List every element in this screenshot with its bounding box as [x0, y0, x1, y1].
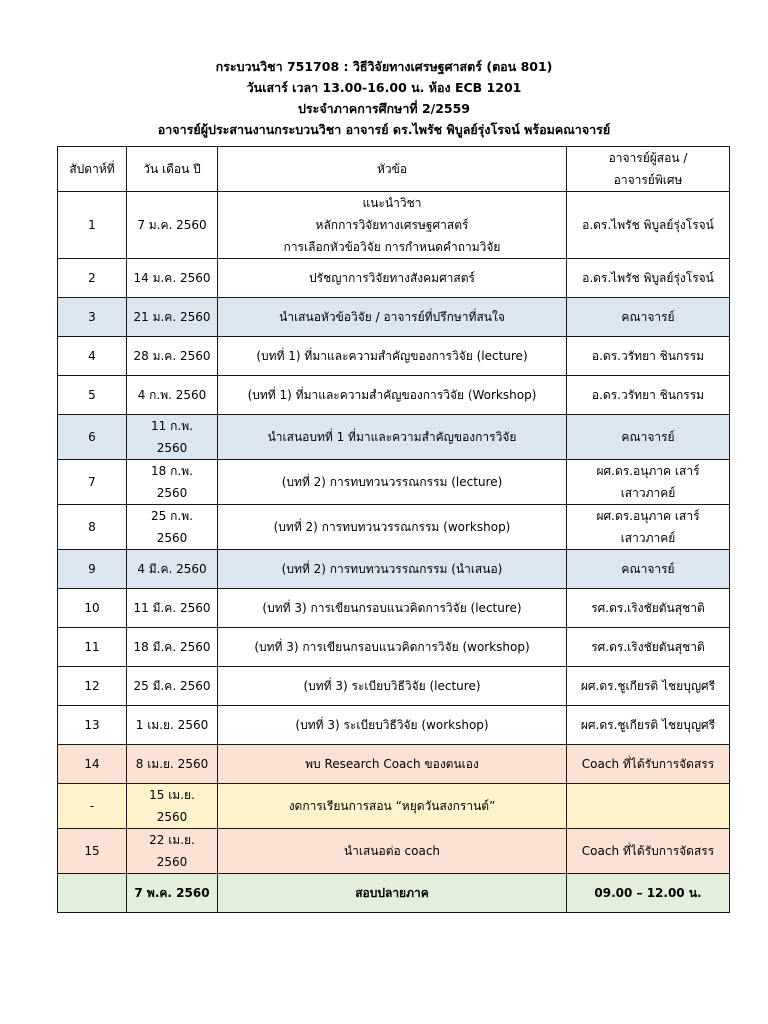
cell-date-line: 15 เม.ย. [149, 788, 195, 802]
table-row [58, 706, 730, 745]
cell-instructor [567, 192, 730, 259]
cell-topic-line: แนะนำวิชา [362, 196, 422, 210]
cell-instructor [567, 415, 730, 460]
header-instructor [567, 147, 730, 192]
cell-instructor [567, 829, 730, 874]
cell-date [127, 460, 218, 505]
cell-week: 3 [58, 298, 127, 337]
cell-date [127, 784, 218, 829]
cell-instructor-line: อ.ดร.วรัทยา ชินกรรม [591, 388, 705, 402]
table-row [58, 589, 730, 628]
cell-date [127, 298, 218, 337]
cell-instructor-line: เสาวภาคย์ [620, 486, 676, 500]
schedule-rows [58, 192, 730, 913]
cell-date-line: 7 พ.ค. 2560 [134, 886, 210, 900]
cell-instructor-line: คณาจารย์ [621, 310, 675, 324]
cell-instructor-line: ผศ.ดร.ชูเกียรติ ไชยบุญศรี [580, 718, 716, 732]
cell-date [127, 628, 218, 667]
cell-week: 11 [58, 628, 127, 667]
cell-date-line: 7 ม.ค. 2560 [137, 218, 207, 232]
header-date: วัน เดือน ปี [127, 147, 218, 192]
cell-week [58, 874, 127, 913]
table-row [58, 667, 730, 706]
header-instructor-line2: อาจารย์พิเศษ [613, 173, 683, 187]
cell-instructor [567, 259, 730, 298]
cell-topic [218, 460, 567, 505]
cell-week: 12 [58, 667, 127, 706]
cell-date [127, 415, 218, 460]
table-row [58, 784, 730, 829]
cell-week: 2 [58, 259, 127, 298]
cell-date-line: 11 ก.พ. [151, 419, 193, 433]
table-row [58, 259, 730, 298]
cell-topic-line: นำเสนอบทที่ 1 ที่มาและความสำคัญของการวิจัย [267, 430, 517, 444]
cell-date [127, 874, 218, 913]
cell-instructor [567, 550, 730, 589]
cell-date [127, 376, 218, 415]
cell-date-line: 22 เม.ย. [149, 833, 195, 847]
table-row [58, 460, 730, 505]
cell-instructor [567, 874, 730, 913]
cell-topic [218, 298, 567, 337]
cell-topic-line: การเลือกหัวข้อวิจัย การกำหนดคำถามวิจัย [283, 240, 501, 254]
cell-week: 4 [58, 337, 127, 376]
cell-instructor-line: Coach ที่ได้รับการจัดสรร [581, 757, 715, 771]
cell-date [127, 337, 218, 376]
cell-date [127, 667, 218, 706]
cell-date-line: 2560 [156, 855, 188, 869]
table-row [58, 376, 730, 415]
cell-topic [218, 259, 567, 298]
header-topic: หัวข้อ [218, 147, 567, 192]
cell-instructor-line: 09.00 – 12.00 น. [594, 886, 702, 900]
table-row [58, 874, 730, 913]
cell-date-line: 8 เม.ย. 2560 [135, 757, 209, 771]
cell-topic-line: (บทที่ 1) ที่มาและความสำคัญของการวิจัย (lecture) [256, 349, 528, 363]
cell-week: - [58, 784, 127, 829]
cell-date-line: 2560 [156, 531, 188, 545]
cell-instructor-line: ผศ.ดร.อนุภาค เสาร์ [596, 509, 700, 523]
cell-topic-line: (บทที่ 3) ระเบียบวิธีวิจัย (workshop) [295, 718, 489, 732]
cell-topic [218, 337, 567, 376]
cell-week: 9 [58, 550, 127, 589]
cell-instructor [567, 745, 730, 784]
cell-date [127, 706, 218, 745]
cell-date-line: 1 เม.ย. 2560 [135, 718, 209, 732]
cell-date-line: 2560 [156, 486, 188, 500]
cell-instructor [567, 376, 730, 415]
cell-date [127, 505, 218, 550]
cell-instructor [567, 460, 730, 505]
cell-topic [218, 628, 567, 667]
cell-date-line: 21 ม.ค. 2560 [133, 310, 211, 324]
table-row [58, 745, 730, 784]
cell-date-line: 2560 [156, 441, 188, 455]
cell-date [127, 589, 218, 628]
cell-week: 8 [58, 505, 127, 550]
cell-date [127, 550, 218, 589]
cell-topic [218, 874, 567, 913]
cell-date-line: 25 ก.พ. [151, 509, 193, 523]
cell-instructor [567, 337, 730, 376]
cell-date-line: 4 ก.พ. 2560 [137, 388, 207, 402]
cell-topic-line: สอบปลายภาค [355, 886, 429, 900]
cell-instructor-line: รศ.ดร.เริงชัยตันสุชาติ [591, 601, 705, 615]
cell-week: 13 [58, 706, 127, 745]
cell-topic [218, 376, 567, 415]
cell-date-line: 4 มี.ค. 2560 [137, 562, 207, 576]
cell-topic [218, 667, 567, 706]
cell-instructor [567, 589, 730, 628]
cell-topic-line: (บทที่ 3) ระเบียบวิธีวิจัย (lecture) [303, 679, 481, 693]
cell-instructor-line: อ.ดร.ไพรัช พิบูลย์รุ่งโรจน์ [582, 218, 714, 232]
cell-date-line: 28 ม.ค. 2560 [133, 349, 211, 363]
cell-date-line: 25 มี.ค. 2560 [133, 679, 211, 693]
cell-week: 15 [58, 829, 127, 874]
cell-topic-line: นำเสนอต่อ coach [343, 844, 441, 858]
cell-week: 1 [58, 192, 127, 259]
cell-date [127, 829, 218, 874]
cell-instructor [567, 505, 730, 550]
cell-topic [218, 706, 567, 745]
cell-date [127, 192, 218, 259]
cell-topic [218, 784, 567, 829]
cell-topic-line: พบ Research Coach ของตนเอง [305, 757, 479, 771]
cell-topic [218, 589, 567, 628]
table-row [58, 337, 730, 376]
cell-week: 7 [58, 460, 127, 505]
cell-topic-line: (บทที่ 2) การทบทวนวรรณกรรม (workshop) [273, 520, 511, 534]
cell-topic-line: (บทที่ 3) การเขียนกรอบแนวคิดการวิจัย (lecture) [262, 601, 522, 615]
cell-instructor-line: อ.ดร.วรัทยา ชินกรรม [591, 349, 705, 363]
cell-week: 5 [58, 376, 127, 415]
course-title: กระบวนวิชา 751708 : วิธีวิจัยทางเศรษฐศาสตร์ (ตอน 801) [215, 59, 553, 74]
table-row [58, 298, 730, 337]
table-row [58, 829, 730, 874]
cell-topic-line: (บทที่ 1) ที่มาและความสำคัญของการวิจัย (Workshop) [247, 388, 537, 402]
cell-topic [218, 505, 567, 550]
cell-instructor-line: เสาวภาคย์ [620, 531, 676, 545]
class-time-room: วันเสาร์ เวลา 13.00-16.00 น. ห้อง ECB 1201 [246, 80, 522, 95]
cell-date-line: 14 ม.ค. 2560 [133, 271, 211, 285]
cell-topic-line: งดการเรียนการสอน “หยุดวันสงกรานต์” [288, 799, 496, 813]
table-row [58, 415, 730, 460]
table-header-row [58, 147, 730, 192]
cell-instructor-line: Coach ที่ได้รับการจัดสรร [581, 844, 715, 858]
semester: ประจำภาคการศึกษาที่ 2/2559 [297, 101, 471, 116]
cell-topic-line: (บทที่ 2) การทบทวนวรรณกรรม (นำเสนอ) [281, 562, 503, 576]
cell-week: 14 [58, 745, 127, 784]
table-row [58, 192, 730, 259]
cell-topic [218, 829, 567, 874]
cell-instructor-line: ผศ.ดร.อนุภาค เสาร์ [596, 464, 700, 478]
table-row [58, 628, 730, 667]
cell-topic [218, 192, 567, 259]
cell-instructor-line: คณาจารย์ [621, 562, 675, 576]
cell-topic-line: ปรัชญาการวิจัยทางสังคมศาสตร์ [309, 271, 475, 285]
header-instructor-line1: อาจารย์ผู้สอน / [608, 151, 688, 165]
cell-instructor [567, 298, 730, 337]
cell-topic-line: (บทที่ 2) การทบทวนวรรณกรรม (lecture) [281, 475, 503, 489]
cell-topic-line: หลักการวิจัยทางเศรษฐศาสตร์ [315, 218, 469, 232]
cell-instructor-line: รศ.ดร.เริงชัยตันสุชาติ [591, 640, 705, 654]
cell-topic [218, 415, 567, 460]
cell-instructor [567, 667, 730, 706]
cell-date-line: 18 ก.พ. [151, 464, 193, 478]
cell-instructor-line: อ.ดร.ไพรัช พิบูลย์รุ่งโรจน์ [582, 271, 714, 285]
coordinator: อาจารย์ผู้ประสานงานกระบวนวิชา อาจารย์ ดร.ไพรัช พิบูลย์รุ่งโรจน์ พร้อมคณาจารย์ [157, 122, 611, 137]
cell-date [127, 259, 218, 298]
cell-date [127, 745, 218, 784]
cell-instructor [567, 628, 730, 667]
cell-instructor [567, 706, 730, 745]
cell-week: 10 [58, 589, 127, 628]
cell-instructor-line: คณาจารย์ [621, 430, 675, 444]
cell-topic [218, 550, 567, 589]
cell-topic-line: (บทที่ 3) การเขียนกรอบแนวคิดการวิจัย (workshop) [254, 640, 530, 654]
cell-topic-line: นำเสนอหัวข้อวิจัย / อาจารย์ที่ปรึกษาที่สนใจ [279, 310, 505, 324]
table-row [58, 505, 730, 550]
header-week: สัปดาห์ที่ [58, 147, 127, 192]
cell-week: 6 [58, 415, 127, 460]
cell-date-line: 2560 [156, 810, 188, 824]
cell-topic [218, 745, 567, 784]
schedule-table [57, 146, 730, 913]
cell-date-line: 18 มี.ค. 2560 [133, 640, 211, 654]
cell-instructor [567, 784, 730, 829]
document-header [0, 56, 768, 140]
table-row [58, 550, 730, 589]
cell-date-line: 11 มี.ค. 2560 [133, 601, 211, 615]
cell-instructor-line: ผศ.ดร.ชูเกียรติ ไชยบุญศรี [580, 679, 716, 693]
